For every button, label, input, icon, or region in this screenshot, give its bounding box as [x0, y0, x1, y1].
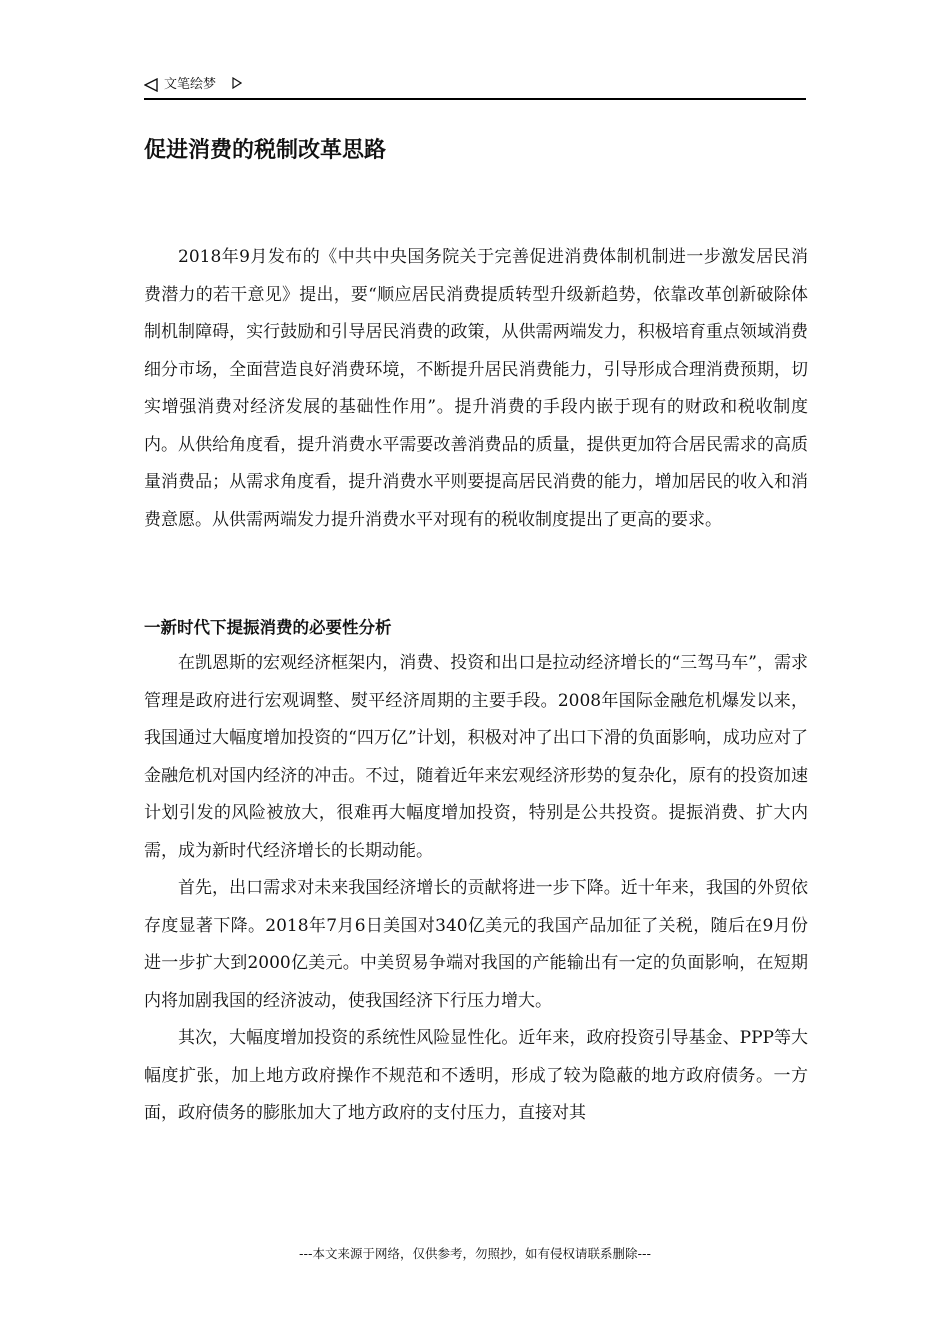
intro-section [144, 239, 808, 539]
body-paragraph: 在凯恩斯的宏观经济框架内，消费、投资和出口是拉动经济增长的“三驾马车”，需求管理是政府进行宏观调整、熨平经济周期的主要手段。2008年国际金融危机爆发以来，我国通过大幅度增加投资的“四万亿”计划，积极对冲了出口下滑的负面影响，成功应对了金融危机对国内经济的冲击。不过，随着近年来宏观经济形势的复杂化，原有的投资加速计划引发的风险被放大，很难再大幅度增加投资，特别是公共投资。提振消费、扩大内需，成为新时代经济增长的长期动能。 [144, 653, 808, 861]
body-paragraph: 其次，大幅度增加投资的系统性风险显性化。近年来，政府投资引导基金、PPP等大幅度扩张，加上地方政府操作不规范和不透明，形成了较为隐蔽的地方政府债务。一方面，政府债务的膨胀加大了地方政府的支付压力，直接对其 [144, 1028, 808, 1123]
section-heading: 一新时代下提振消费的必要性分析 [144, 618, 392, 637]
document-title: 促进消费的税制改革思路 [144, 138, 387, 163]
intro-paragraph: 2018年9月发布的《中共中央国务院关于完善促进消费体制机制进一步激发居民消费潜力的若干意见》提出，要“顺应居民消费提质转型升级新趋势，依靠改革创新破除体制机制障碍，实行鼓励和引导居民消费的政策，从供需两端发力，积极培育重点领域消费细分市场，全面营造良好消费环境，不断提升居民消费能力，引导形成合理消费预期，切实增强消费对经济发展的基础性作用”。提升消费的手段内嵌于现有的财政和税收制度内。从供给角度看，提升消费水平需要改善消费品的质量，提供更加符合居民需求的高质量消费品；从需求角度看，提升消费水平则要提高居民消费的能力，增加居民的收入和消费意愿。从供需两端发力提升消费水平对现有的税收制度提出了更高的要求。 [144, 247, 808, 530]
page-header [144, 74, 806, 100]
triangle-left-icon [144, 78, 158, 92]
section-body [144, 645, 808, 1133]
footer-disclaimer: ---本文来源于网络，仅供参考，勿照抄，如有侵权请联系删除--- [298, 1246, 652, 1261]
body-paragraph: 首先，出口需求对未来我国经济增长的贡献将进一步下降。近十年来，我国的外贸依存度显著下降。2018年7月6日美国对340亿美元的我国产品加征了关税，随后在9月份进一步扩大到2000亿美元。中美贸易争端对我国的产能输出有一定的负面影响，在短期内将加剧我国的经济波动，使我国经济下行压力增大。 [144, 878, 808, 1011]
triangle-right-icon [232, 77, 242, 89]
header-brand: 文笔绘梦 [164, 77, 217, 92]
